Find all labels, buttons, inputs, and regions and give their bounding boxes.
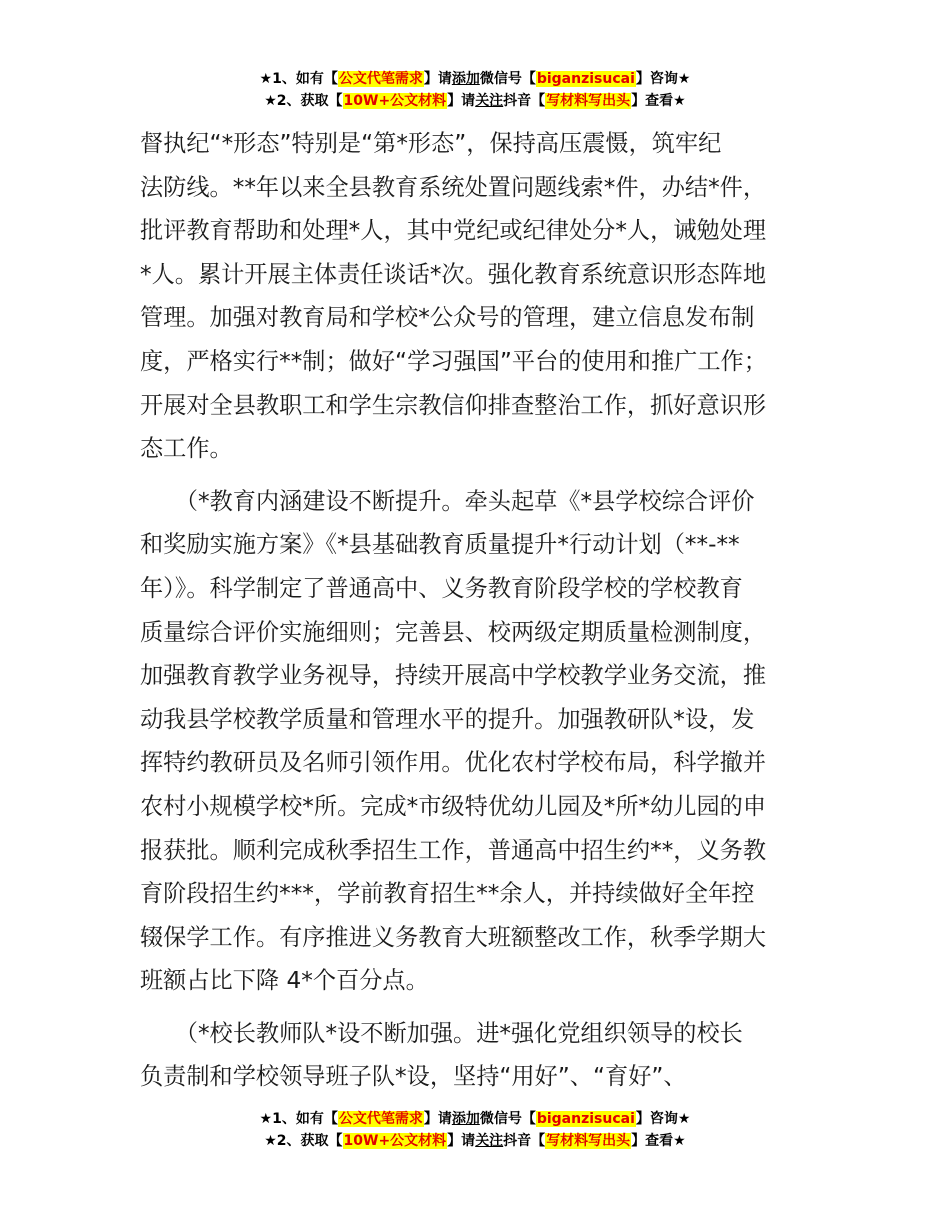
banner-line-2 [0, 1130, 950, 1152]
highlight-materials: 10W+公文材料 [343, 1133, 447, 1149]
footer-banner [0, 1108, 950, 1152]
highlight-ghostwriting: 公文代笔需求 [338, 71, 423, 87]
text-line: 报获批。顺利完成秋季招生工作，普通高中招生约**，义务教 [140, 836, 767, 864]
banner-text: ★1、如有【 [259, 71, 338, 87]
text-line: 挥特约教研员及名师引领作用。优化农村学校布局，科学撤并 [140, 749, 767, 777]
highlight-wechat-id: biganzisucai [536, 1111, 635, 1127]
text-line: 育阶段招生约***，学前教育招生**余人，并持续做好全年控 [140, 880, 755, 908]
text-line: 管理。加强对教育局和学校*公众号的管理，建立信息发布制 [140, 304, 755, 332]
paragraph [140, 122, 830, 471]
banner-text: 】请 [423, 71, 452, 87]
banner-text: 】请 [447, 1133, 476, 1149]
banner-text: 微信号【 [479, 1111, 536, 1127]
text-line: 加强教育教学业务视导，持续开展高中学校教学业务交流，推 [140, 662, 767, 690]
text-line: 农村小规模学校*所。完成*市级特优幼儿园及*所*幼儿园的申 [140, 792, 767, 820]
banner-text: 微信号【 [479, 71, 536, 87]
banner-text: 】查看★ [631, 93, 686, 109]
text-line: 态工作。 [140, 435, 233, 463]
highlight-douyin: 写材料写出头 [546, 93, 631, 109]
banner-line-1 [0, 1108, 950, 1130]
text-line: 动我县学校教学质量和管理水平的提升。加强教研队*设，发 [140, 705, 755, 733]
underlined-text: 关注 [475, 93, 504, 109]
banner-text: ★1、如有【 [259, 1111, 338, 1127]
banner-text: ★2、获取【 [264, 93, 343, 109]
highlight-douyin: 写材料写出头 [546, 1133, 631, 1149]
banner-line-1 [0, 68, 950, 90]
document-body [140, 122, 830, 1099]
text-line: 班额占比下降 4*个百分点。 [140, 967, 429, 995]
text-line: 度，严格实行**制；做好“学习强国”平台的使用和推广工作； [140, 347, 767, 375]
text-line: 辍保学工作。有序推进义务教育大班额整改工作，秋季学期大 [140, 923, 767, 951]
highlight-ghostwriting: 公文代笔需求 [338, 1111, 423, 1127]
text-line: 开展对全县教职工和学生宗教信仰排查整治工作，抓好意识形 [140, 391, 767, 419]
text-line: 质量综合评价实施细则；完善县、校两级定期质量检测制度， [140, 618, 767, 646]
highlight-wechat-id: biganzisucai [536, 71, 635, 87]
text-line: 法防线。**年以来全县教育系统处置问题线索*件，办结*件， [140, 173, 767, 201]
underlined-text: 添加 [451, 1111, 480, 1127]
banner-text: 抖音【 [503, 93, 546, 109]
banner-text: 】请 [447, 93, 476, 109]
banner-text: 】咨询★ [635, 71, 691, 87]
banner-line-2 [0, 90, 950, 112]
underlined-text: 添加 [451, 71, 480, 87]
paragraph [140, 1012, 830, 1099]
text-line: 批评教育帮助和处理*人，其中党纪或纪律处分*人，诫勉处理 [140, 217, 767, 245]
banner-text: 抖音【 [503, 1133, 546, 1149]
header-banner [0, 68, 950, 112]
text-line: 督执纪“*形态”特别是“第*形态”，保持高压震慑，筑牢纪 [140, 130, 722, 157]
text-line: 负责制和学校领导班子队*设，坚持“用好”、“育好”、 [140, 1063, 687, 1091]
banner-text: 】咨询★ [635, 1111, 691, 1127]
text-line: 年）》。科学制定了普通高中、义务教育阶段学校的学校教育 [140, 574, 743, 602]
banner-text: 】查看★ [631, 1133, 686, 1149]
banner-text: 】请 [423, 1111, 452, 1127]
underlined-text: 关注 [475, 1133, 504, 1149]
text-line: 和奖励实施方案》《*县基础教育质量提升*行动计划（**-** [140, 531, 740, 559]
text-line: （*教育内涵建设不断提升。牵头起草《*县学校综合评价 [140, 487, 755, 515]
highlight-materials: 10W+公文材料 [343, 93, 447, 109]
text-line: （*校长教师队*设不断加强。进*强化党组织领导的校长 [140, 1019, 743, 1047]
text-line: *人。累计开展主体责任谈话*次。强化教育系统意识形态阵地 [140, 260, 767, 288]
banner-text: ★2、获取【 [264, 1133, 343, 1149]
paragraph [140, 480, 830, 1003]
